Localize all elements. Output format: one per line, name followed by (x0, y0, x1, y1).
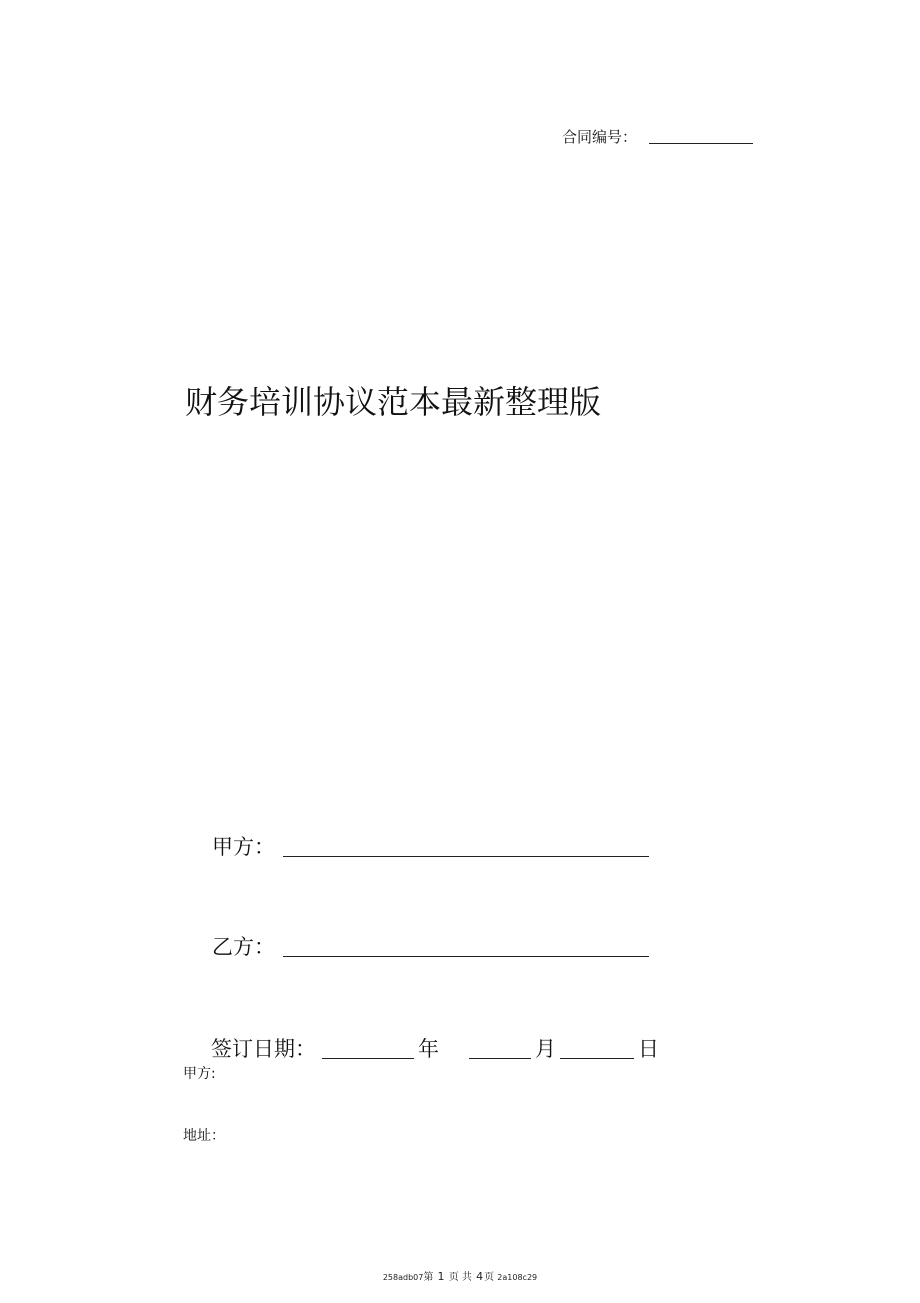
footer-page-mid: 页 共 (448, 1272, 472, 1283)
contract-number-row (562, 126, 753, 147)
address-label: 地址： (183, 1128, 225, 1144)
footer-page-current: 1 (437, 1270, 445, 1283)
party-a-blank (283, 855, 649, 857)
party-a-label: 甲方： (212, 835, 275, 859)
month-label: 月 (535, 1037, 556, 1061)
party-b-row (212, 931, 649, 961)
footer-page-suffix: 页 (484, 1272, 495, 1283)
footer-page-total: 4 (476, 1270, 484, 1283)
footer-page-prefix: 第 (423, 1272, 434, 1283)
month-blank (469, 1057, 531, 1059)
party-b-label: 乙方： (212, 935, 275, 959)
document-title: 财务培训协议范本最新整理版 (185, 383, 602, 421)
day-blank (560, 1057, 634, 1059)
page-footer (0, 1268, 920, 1283)
footer-code-left: 258adb07 (382, 1273, 424, 1282)
party-a-small-label: 甲方: (183, 1066, 216, 1082)
sign-date-label: 签订日期： (211, 1037, 316, 1061)
day-label: 日 (638, 1037, 659, 1061)
footer-code-right: 2a108c29 (497, 1273, 538, 1282)
party-b-blank (283, 955, 649, 957)
year-label: 年 (418, 1037, 439, 1061)
contract-number-label: 合同编号： (562, 128, 638, 146)
contract-number-blank (649, 142, 753, 144)
sign-date-row (211, 1033, 659, 1063)
year-blank (322, 1057, 414, 1059)
party-a-row (212, 831, 649, 861)
